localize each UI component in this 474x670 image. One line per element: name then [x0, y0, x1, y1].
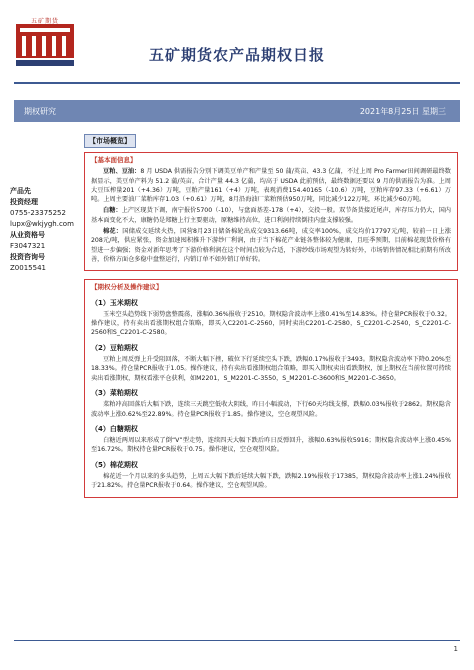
analyst-title: 投资经理 — [10, 198, 38, 206]
para-body: 8 月 USDA 供需报告分别下调美豆单产和产量至 50 蒲/英亩、43.3 亿蒲，不过上周 Pro Farmer田间调研最终数据显示，美豆单产料为 51.2 蒲/英亩，合计产量 44.3 亿蒲，均高于 USDA 此前预估，最终数据还要以 9 月的供需报告为准。上周大豆压榨量201（+4.36）万吨，豆粕产量161（+4）万吨，表观消费154.40165（-10.6）万吨，豆粕库存97.33（+6.61）万吨。上周主要油厂菜粕库存1.03（+0.61）万吨，8月沿海油厂菜粕预估950万吨，同比减少122万吨，环比减少60万吨。 — [91, 168, 451, 204]
report-date: 2021年8月25日 星期三 — [359, 107, 446, 116]
item-title-corn: （1）玉米期权 — [91, 298, 138, 307]
fundamentals-box — [84, 152, 458, 271]
market-overview-tag: 【市场概览】 — [84, 134, 136, 148]
license-number: F3047321 — [10, 242, 46, 250]
license-label: 从业资格号 — [10, 231, 45, 239]
fundamentals-para — [91, 206, 451, 225]
top-divider — [14, 82, 460, 84]
item-title-sugar: （4）白糖期权 — [91, 424, 138, 433]
analysis-box — [84, 279, 458, 497]
para-body: 国储成交延续火热，国营8月23日储备棉轮出成交9313.66吨，成交率100%，成交均价17797元/吨，较前一日上涨208元/吨，供应紧张，资金加速囤积推升下游纱厂利润，由于当下棉花产业链各整体较为健康，且旺季预期，目前棉花现货价格有望进一步偏强；资金对新年思考了下游价格利润在这个时间点较为合适，下游纱线市场观望为转好外，市场销售情况相比前期有所改善，价格方面仓多稳中盘整运行，内销订单不如外销订单好转。 — [91, 228, 452, 263]
para-head: 豆粕、豆油： — [103, 168, 141, 176]
page-number: 1 — [453, 645, 458, 653]
advisory-number: Z0015541 — [10, 264, 46, 272]
para-body: 上产区现货下调，南宁报价5700（-10），与盘面基差-178（+4），交投一般。双节备货接近尾声，库存压力仍大，国内基本面变化不大，康糖仍是郑糖上行主要驱动，原糖维持高位，进口利润持续倒挂内盘支撑较强。 — [91, 207, 451, 224]
para-head: 棉花： — [103, 228, 123, 236]
analyst-name: 产品先 — [10, 187, 31, 195]
main-content — [84, 128, 458, 498]
item-body-cotton: 棉花近一个月以来的多头趋势，上周五大幅下跌后延续大幅下跌，跌幅2.19%报收于17385，期权隐含波动率上涨1.24%报收于21.82%。持仓量PCR报收于0.64。操作建议，空仓观望风险。 — [91, 473, 451, 490]
fundamentals-para — [91, 167, 451, 204]
item-body-soymeal: 豆粕上周反弹上升受阻回落，不断大幅下挫，破位下行延续空头下跌，跌幅0.17%报收于3493。期权隐含波动率下降0.20%至18.33%。持仓量PCR报收于1.05。操作建议，持有卖出看涨期权组合策略，即买入期权卖出看跌期权，加上期权在当前位置可持续卖出看涨期权，期权看涨平仓获利，如M2201，S_M2201-C-3550，S_M2201-C-3600和S_M2201-C-3650。 — [91, 356, 451, 382]
header-band — [14, 100, 460, 122]
advisory-label: 投资咨询号 — [10, 253, 45, 261]
analyst-info — [10, 186, 78, 274]
item-body-corn: 玉米空头趋势线下弱势盘整震荡，涨幅0.36%报收于2510。期权隐含波动率上涨0.41%至14.83%。持仓量PCR报收于0.32。操作建议，持有卖出看涨期权组合策略，即买入C2201-C-2560，同时卖出C2201-C-2580，S_C2201-C-2540，S_C2201-C-2560和S_C2201-C-2580。 — [91, 310, 451, 337]
analysis-tag: 【期权分析及操作建议】 — [91, 283, 163, 292]
item-body-rapemeal: 菜粕冲高回落后大幅下跌，连续三天跳空低收大阴线，昨日小幅波动，下行60天均线支撑，跌幅0.03%报收于2862。期权隐含波动率上涨0.62%至22.89%。持仓量PCR报收于1.85。操作建议，空仓观望风险。 — [91, 401, 451, 418]
item-title-rapemeal: （3）菜粕期权 — [91, 388, 138, 397]
bottom-divider — [14, 640, 460, 641]
fundamentals-tag: 【基本面信息】 — [91, 156, 137, 164]
fundamentals-para — [91, 227, 451, 264]
analyst-email[interactable]: lupx@wkjygh.com — [10, 220, 74, 228]
logo-text: 五矿期货 — [30, 18, 59, 25]
page-title: 五矿期货农产品期权日报 — [148, 46, 325, 64]
report-category: 期权研究 — [24, 107, 56, 116]
para-head: 白糖： — [103, 207, 122, 215]
item-title-soymeal: （2）豆粕期权 — [91, 343, 138, 352]
item-body-sugar: 白糖近两周以来形成了倒“V”型走势，连续四天大幅下跌后昨日反弹回升，涨幅0.63%报收5916；期权隐含波动率上涨0.45%至16.72%。期权持仓量PCR报收于0.75。操作建议，空仓观望风险。 — [91, 437, 451, 454]
analyst-phone: 0755-23375252 — [10, 209, 66, 217]
item-title-cotton: （5）棉花期权 — [91, 460, 138, 469]
